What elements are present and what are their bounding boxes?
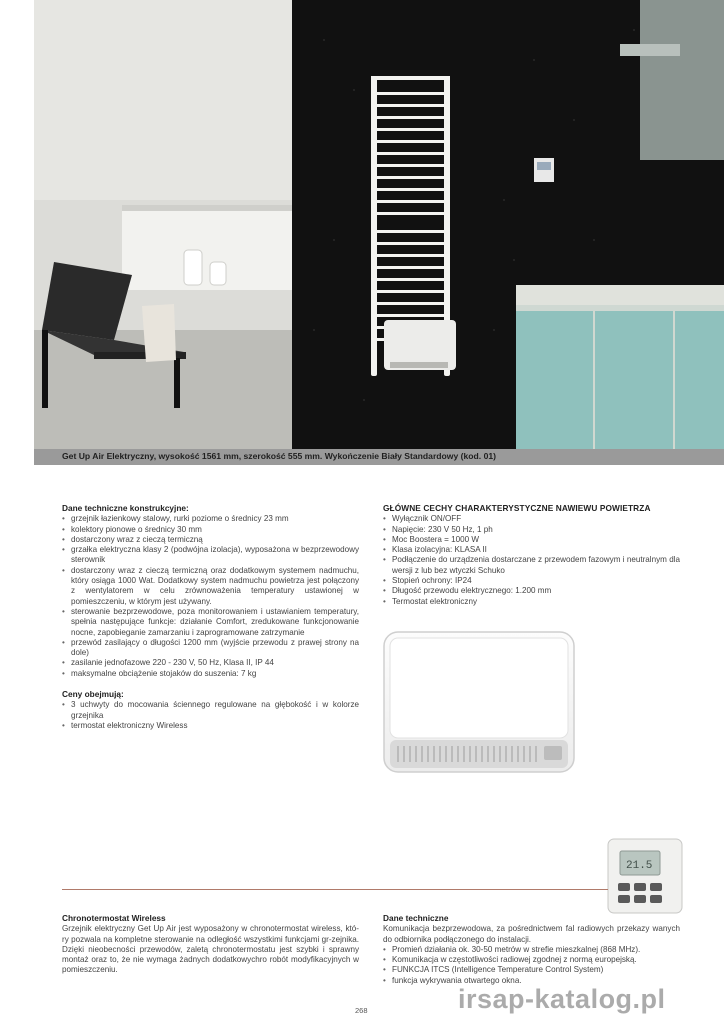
list-item: • Komunikacja w częstotliwości radiowej zgodnej z normą europejską. [383, 955, 680, 965]
hero-photo [34, 0, 724, 449]
list-item: • zasilanie jednofazowe 220 - 230 V, 50 Hz, Klasa II, IP 44 [62, 658, 359, 668]
list-item: • Stopień ochrony: IP24 [383, 576, 680, 586]
fan-heater-image [380, 628, 578, 776]
caption-bar [34, 449, 724, 465]
list-item: • funkcja wykrywania otwartego okna. [383, 976, 680, 986]
chrono-heading: Chronotermostat Wireless [62, 913, 166, 923]
chrono-text: Grzejnik elektryczny Get Up Air jest wyposażony w chronotermostat wireless, któ- ry pozwala na kompletne sterowanie na odległość wszystkimi funkcjami gr-zejnika. Dzięki nieobecności przewodów, zaletą chronotermostatu jest szybki i sprawny montaż oraz to, że nie wymaga żadnych dodatkowychro robót modyfikacyjnych w pomieszczeniu. [62, 924, 359, 975]
tech-list [62, 514, 359, 679]
list-item: • kolektory pionowe o średnicy 30 mm [62, 525, 359, 535]
features-heading: GŁÓWNE CECHY CHARAKTERYSTYCZNE NAWIEWU POWIETRZA [383, 503, 651, 513]
list-item: • dostarczony wraz z cieczą termiczną oraz dodatkowym systemem nadmuchu, który osiąga 1000 Wat. Dodatkowy system nadmuchu powietrza jest połączony z wentylatorem w celu zrównoważenia temperatury ustawionej w pomieszczeniu, w którym jest używany. [62, 566, 359, 607]
section-divider [62, 889, 608, 890]
list-item: • 3 uchwyty do mocowania ściennego regulowane na głębokość i w kolorze grzejnika [62, 700, 359, 721]
list-item: • Termostat elektroniczny [383, 597, 680, 607]
chronothermostat-image [604, 835, 686, 917]
tech-heading: Dane techniczne konstrukcyjne: [62, 503, 189, 513]
svg-text:21.5: 21.5 [626, 860, 653, 872]
photo-caption: Get Up Air Elektryczny, wysokość 1561 mm, szerokość 555 mm. Wykończenie Biały Standardowy (kod. 01) [62, 451, 496, 461]
list-item: • Klasa izolacyjna: KLASA II [383, 545, 680, 555]
list-item: • sterowanie bezprzewodowe, poza monitorowaniem i ustawianiem temperatury, spełnia następujące funkcje: działanie Comfort, zredukowane funkcjonowanie nocne, zapobieganie zamarzaniu i zaprogramowane zatrzymanie [62, 607, 359, 638]
list-item: • Wyłącznik ON/OFF [383, 514, 680, 524]
list-item: • maksymalne obciążenie stojaków do suszenia: 7 kg [62, 669, 359, 679]
thermostat-specs-text: Komunikacja bezprzewodowa, za pośrednictwem fal radiowych przekazy wanych do odbiornika podłączonego do instalacji. [383, 924, 680, 944]
list-item: • grzejnik łazienkowy stalowy, rurki poziome o średnicy 23 mm [62, 514, 359, 524]
thermostat-specs-heading: Dane techniczne [383, 913, 449, 923]
list-item: • Podłączenie do urządzenia dostarczane z przewodem fazowym i neutralnym dla wersji z lub bez wtyczki Schuko [383, 555, 680, 576]
bathroom-scene-image [34, 0, 724, 449]
thermostat-specs-list [383, 945, 680, 986]
air-features [383, 503, 680, 607]
price-heading: Ceny obejmują: [62, 689, 124, 700]
price-list [62, 700, 359, 731]
list-item: • FUNKCJA ITCS (Intelligence Temperature Control System) [383, 965, 680, 975]
construction-specs [62, 503, 359, 731]
page-number: 268 [355, 1006, 368, 1015]
features-list [383, 514, 680, 607]
chronothermostat-section [62, 913, 359, 976]
list-item: • przewód zasilający o długości 1200 mm (wyjście przewodu z prawej strony na dole) [62, 638, 359, 659]
list-item: • termostat elektroniczny Wireless [62, 721, 359, 731]
watermark: irsap-katalog.pl [458, 984, 666, 1014]
thermostat-specs [383, 913, 680, 986]
list-item: • Długość przewodu elektrycznego: 1.200 mm [383, 586, 680, 596]
list-item: • Promień działania ok. 30-50 metrów w strefie mieszkalnej (868 MHz). [383, 945, 680, 955]
list-item: • grzałka elektryczna klasy 2 (podwójna izolacja), wyposażona w bezprzewodowy sterownik [62, 545, 359, 566]
list-item: • Moc Boostera = 1000 W [383, 535, 680, 545]
list-item: • Napięcie: 230 V 50 Hz, 1 ph [383, 525, 680, 535]
list-item: • dostarczony wraz z cieczą termiczną [62, 535, 359, 545]
